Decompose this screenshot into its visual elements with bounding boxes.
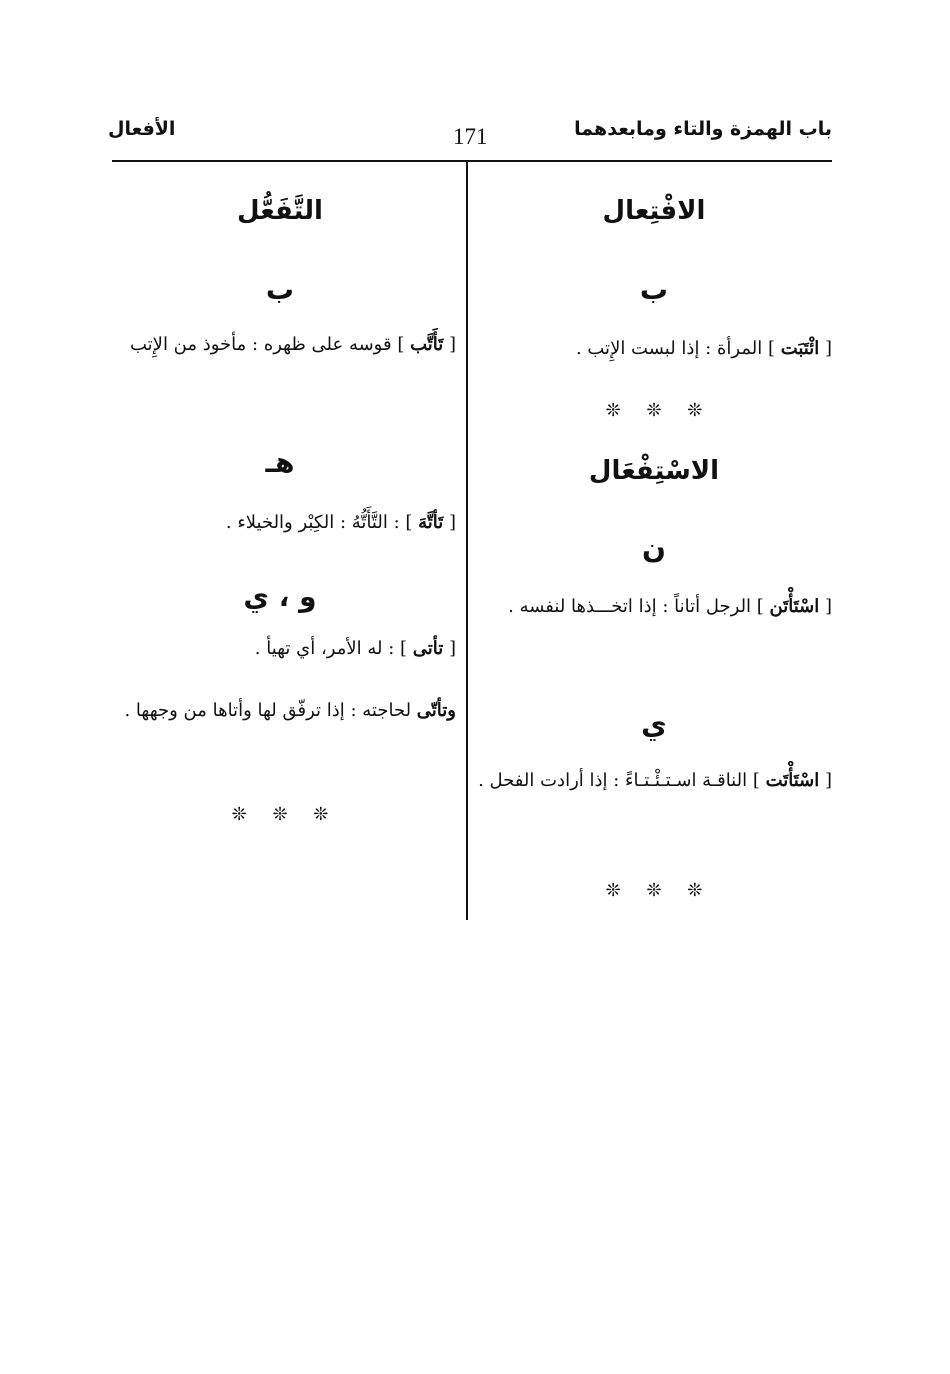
- separator-stars: ❊ ❊ ❊: [605, 400, 703, 421]
- dictionary-entry: وتأتّى لحاجته : إذا ترفّق لها وأتاها من وجهها .: [124, 700, 456, 721]
- entry-headword: تَأَتَّب: [410, 334, 444, 355]
- heading-iftial: الافْتِعال: [602, 196, 706, 226]
- chapter-title: باب الهمزة والتاء ومابعدهما: [574, 118, 832, 140]
- dictionary-entry: [ ائْتَبَت ] المرأة : إذا لبست الإِتب .: [575, 338, 832, 359]
- entry-headword: اسْتَأْتَت: [765, 770, 820, 791]
- dictionary-entry: [ اسْتَأْتَت ] الناقـة اسـتـئْـتـاءً : إذا أرادت الفحل .: [478, 770, 832, 791]
- separator-stars: ❊ ❊ ❊: [605, 880, 703, 901]
- entry-headword: اسْتَأْتَن: [769, 596, 820, 617]
- dictionary-entry: [ اسْتَأْتَن ] الرجل أتاناً : إذا اتخـــذها لنفسه .: [508, 596, 832, 617]
- header-rule: [112, 160, 832, 162]
- entry-headword: وتأتّى: [416, 700, 456, 721]
- heading-istifal: الاسْتِفْعَال: [588, 456, 720, 486]
- letter-heading: هـ: [265, 446, 295, 479]
- entry-headword: ائْتَبَت: [780, 338, 820, 359]
- letter-heading: ب: [639, 273, 669, 306]
- separator-stars: ❊ ❊ ❊: [231, 804, 329, 825]
- section-title: الأفعال: [108, 118, 176, 140]
- letter-heading: ي: [641, 708, 667, 741]
- dictionary-entry: [ تَأَتَّب ] قوسه على ظهره : مأخوذ من الإِتب: [130, 334, 456, 355]
- heading-tafaul: التَّفَعُّل: [237, 196, 323, 226]
- page-header: [108, 118, 832, 160]
- column-divider: [466, 162, 468, 920]
- entry-headword: تَأتَّهَ: [418, 512, 444, 533]
- letter-heading: و ، ي: [243, 580, 317, 613]
- page-number: 171: [453, 124, 488, 149]
- dictionary-entry: [ تأتى ] : له الأمر، أي تهيأ .: [254, 638, 456, 659]
- letter-heading: ن: [642, 532, 666, 565]
- dictionary-entry: [ تَأتَّهَ ] : التَّأَتُّهُ : الكِبْر والخيلاء .: [225, 512, 456, 533]
- entry-headword: تأتى: [412, 638, 444, 659]
- letter-heading: ب: [265, 273, 295, 306]
